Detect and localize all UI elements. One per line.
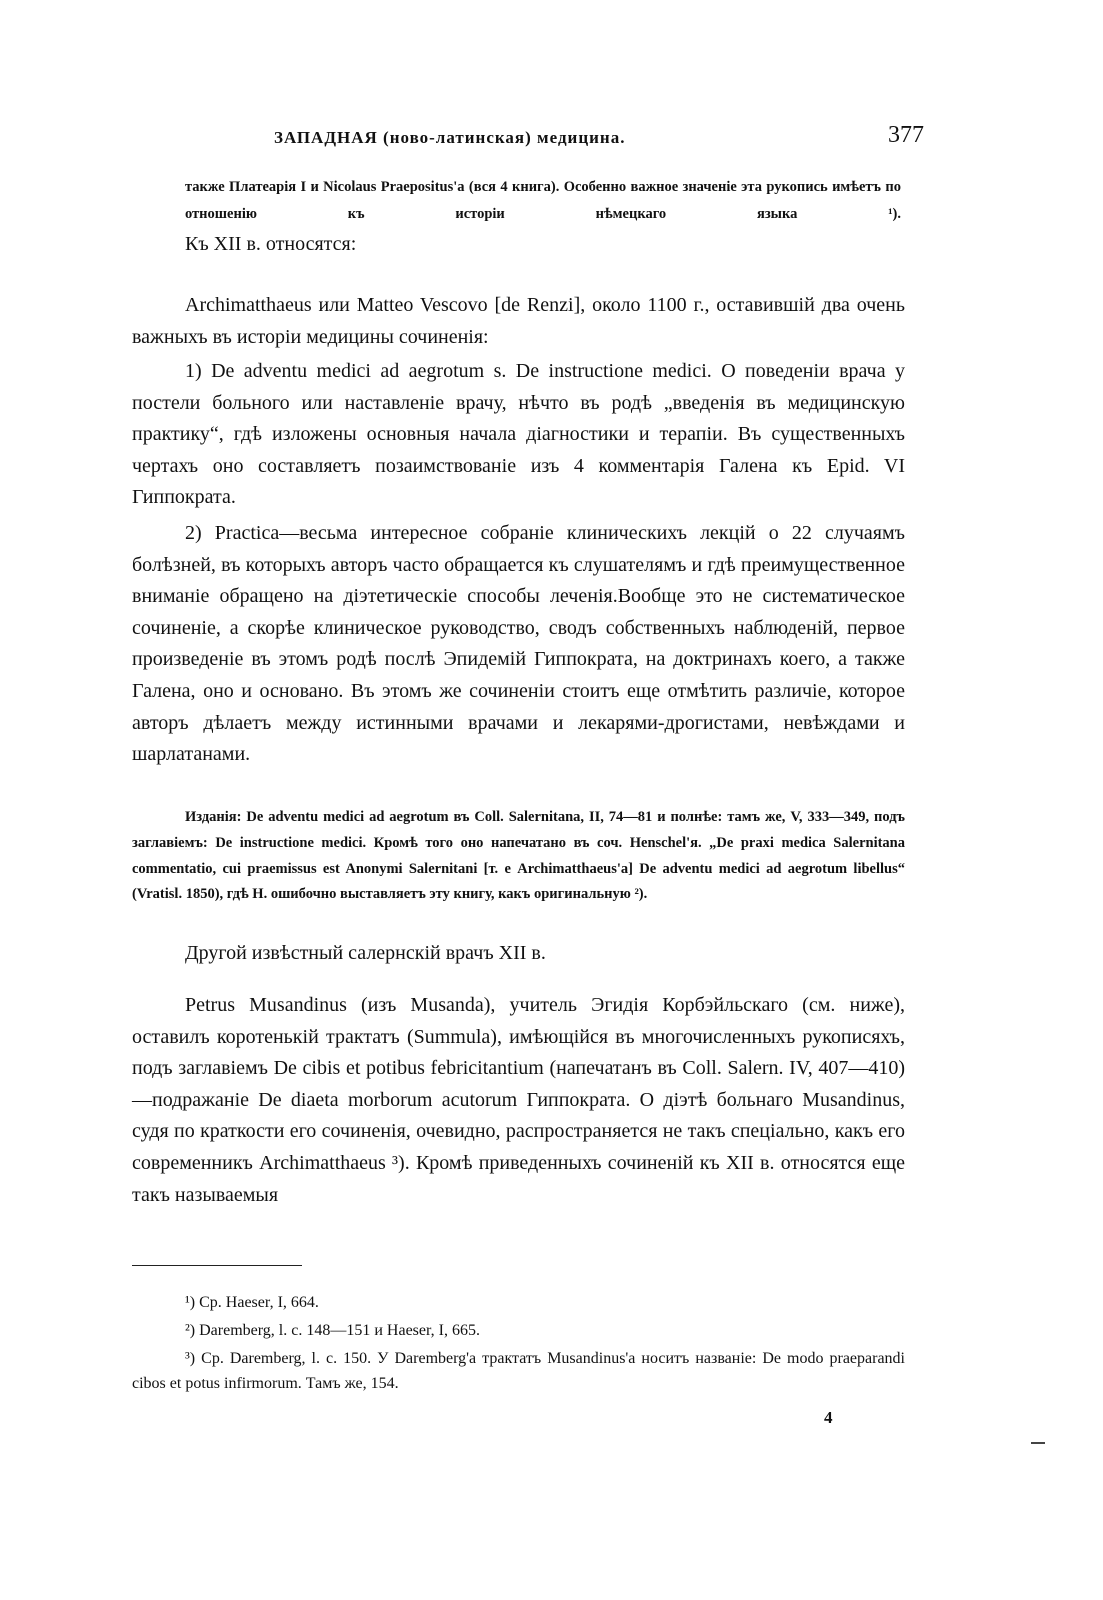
- paragraph-2: Къ XII в. относятся:: [185, 233, 357, 255]
- paragraph-editions: Изданія: De adventu medici ad aegrotum въ Coll. Salernitana, II, 74—81 и полнѣе: тамъ же, V, 333—349, подъ заглавіемъ: De instructione medici. Кромѣ того оно напечатано въ соч. Henschel'я. „De praxi medica Salernitana commentatio, cui praemissus est Anonymi Salernitani [т. е Archimatthaeus'a] De adventu medici ad aegrotum libellus“ (Vratisl. 1850), гдѣ Н. ошибочно выставляетъ эту книгу, какъ оригинальную ²).: [132, 809, 905, 903]
- paragraph-archimatthaeus: Archimatthaeus или Matteo Vescovo [de Renzi], около 1100 г., оставившій два очень важныхъ въ исторіи медицины сочиненія:: [132, 294, 905, 348]
- footnote-1: ¹) Ср. Haeser, I, 664.: [185, 1294, 319, 1311]
- paragraph-practica: 2) Practica—весьма интересное собраніе клиническихъ лекцій о 22 случаямъ болѣзней, въ которыхъ авторъ часто обращается къ слушателямъ и гдѣ преимущественное вниманіе обращено на діэтетическіе способы леченія.Вообще это не систематическое сочиненіе, а скорѣе клиническое руководство, сводъ собственныхъ наблюденій, первое произведеніе въ этомъ родѣ послѣ Эпидемій Гиппократа, на доктринахъ коего, а также Галена, оно и основано. Въ этомъ же сочиненіи стоитъ еще отмѣтить различіе, которое авторъ дѣлаетъ между истинными врачами и лекарями-дрогистами, невѣждами и шарлатанами.: [132, 522, 905, 766]
- header-title: ЗАПАДНАЯ (ново-латинская) медицина.: [274, 128, 626, 147]
- footnote-2: ²) Daremberg, l. c. 148—151 и Haeser, I, 665.: [185, 1322, 481, 1339]
- signature-mark: 4: [824, 1408, 833, 1427]
- page-number: 377: [888, 122, 924, 148]
- running-header: [274, 124, 924, 154]
- footnote-3: ³) Ср. Daremberg, l. c. 150. У Daremberg'a трактатъ Musandinus'a носитъ названіе: De modo praeparandi cibos et potus infirmorum. Тамъ же, 154.: [132, 1350, 905, 1392]
- margin-mark: [1031, 1442, 1045, 1444]
- paragraph-1: также Платеарія I и Nicolaus Praepositus'a (вся 4 книга). Особенно важное значеніе эта рукопись имѣетъ по отношенію къ исторіи нѣмецкаго языка ¹).: [185, 179, 901, 222]
- paragraph-de-adventu: 1) De adventu medici ad aegrotum s. De instructione medici. О поведеніи врача у постели больного или наставленіе врачу, нѣчто въ родѣ „введенія въ медицинскую практику“, гдѣ изложены основныя начала діагностики и терапіи. Въ существенныхъ чертахъ оно составляетъ позаимствованіе изъ 4 комментарія Галена къ Epid. VI Гиппократа.: [132, 360, 905, 509]
- footnote-separator: [132, 1265, 302, 1266]
- paragraph-musandinus: Petrus Musandinus (изъ Musanda), учитель Эгидія Корбэйльскаго (см. ниже), оставилъ коротенькій трактатъ (Summula), имѣющійся въ многочисленныхъ рукописяхъ, подъ заглавіемъ De cibis et potibus febricitantium (напечатанъ въ Coll. Salern. IV, 407—410)—подражаніе De diaeta morborum acutorum Гиппократа. О діэтѣ больнаго Musandinus, судя по краткости его сочиненія, очевидно, распространяется не такъ спеціально, какъ его современникъ Archimatthaeus ³). Кромѣ приведенныхъ сочиненій къ XII в. относятся еще такъ называемыя: [132, 994, 905, 1206]
- paragraph-other-physician: Другой извѣстный салернскій врачъ XII в.: [185, 942, 546, 964]
